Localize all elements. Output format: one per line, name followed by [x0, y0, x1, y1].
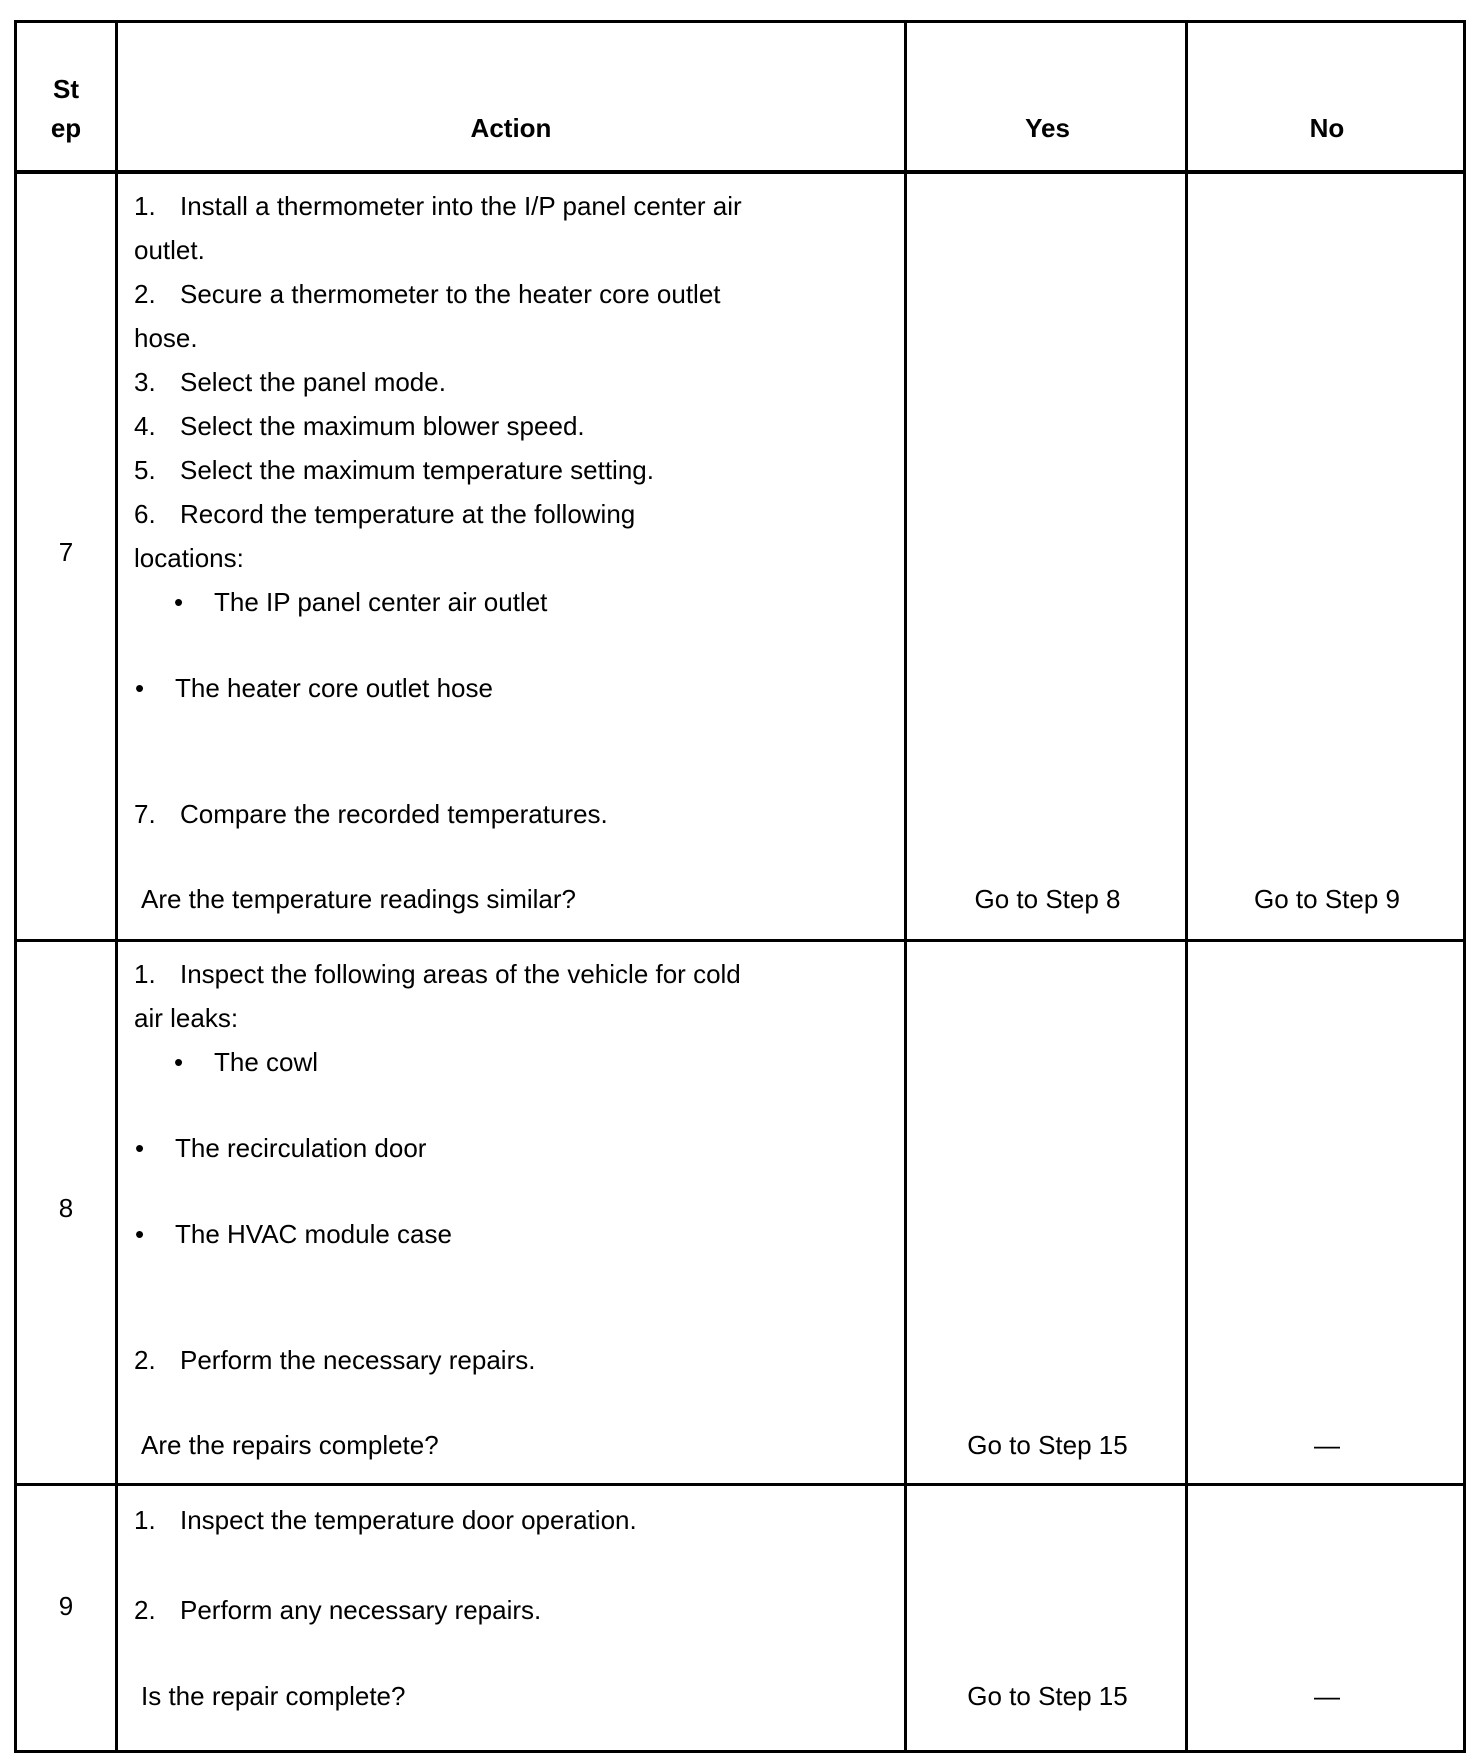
bullet-marker: • [174, 1047, 184, 1077]
bullet-line [135, 673, 493, 703]
step-marker: 3. [134, 367, 156, 397]
bullet-marker: • [174, 587, 184, 617]
step-marker: 2. [134, 1345, 156, 1375]
bullet-marker: • [135, 673, 145, 703]
action-text: Compare the recorded temperatures. [180, 799, 608, 829]
step-marker: 2. [134, 1595, 156, 1625]
step-number-9: 9 [58, 1591, 74, 1621]
action-text: Record the temperature at the following [180, 499, 636, 529]
action-line [134, 191, 742, 221]
bullet-line [174, 587, 547, 617]
yes-outcome: Go to Step 8 [974, 884, 1121, 914]
yes-outcome: Go to Step 15 [967, 1681, 1128, 1711]
bullet-marker: • [135, 1133, 145, 1163]
step-marker: 4. [134, 411, 156, 441]
header-action: Action [470, 113, 552, 143]
column-divider-step [115, 20, 118, 1753]
action-text: Select the maximum blower speed. [180, 411, 585, 441]
action-line [134, 799, 608, 829]
action-line [134, 1345, 535, 1375]
question: Are the repairs complete? [141, 1430, 439, 1460]
table-border-bottom [14, 1750, 1466, 1753]
action-text: Perform any necessary repairs. [180, 1595, 542, 1625]
diagnostic-table [14, 20, 1466, 1753]
yes-outcome: Go to Step 15 [967, 1430, 1128, 1460]
action-line [134, 959, 741, 989]
action-line [134, 1595, 541, 1625]
table-border-left [14, 20, 17, 1753]
action-line [134, 367, 446, 397]
no-outcome: — [1314, 1430, 1340, 1460]
step-marker: 5. [134, 455, 156, 485]
action-text: Inspect the following areas of the vehicle for cold [180, 959, 741, 989]
action-text: Secure a thermometer to the heater core outlet [180, 279, 721, 309]
action-text: The IP panel center air outlet [214, 587, 548, 617]
header-divider [14, 170, 1466, 174]
row-divider-7-8 [14, 939, 1466, 942]
question: Is the repair complete? [141, 1681, 406, 1711]
action-text: Inspect the temperature door operation. [180, 1505, 637, 1535]
action-text: Install a thermometer into the I/P panel center air [180, 191, 742, 221]
step-number-7: 7 [58, 537, 74, 567]
bullet-line [135, 1133, 426, 1163]
no-outcome: Go to Step 9 [1254, 884, 1400, 914]
step-marker: 1. [134, 191, 156, 221]
step-marker: 6. [134, 499, 156, 529]
no-outcome: — [1314, 1681, 1340, 1711]
action-text: Select the maximum temperature setting. [180, 455, 654, 485]
action-line [134, 411, 585, 441]
row-divider-8-9 [14, 1483, 1466, 1486]
table-border-top [14, 20, 1466, 23]
step-marker: 7. [134, 799, 156, 829]
header-yes: Yes [1025, 113, 1070, 143]
bullet-line [135, 1219, 452, 1249]
header-no: No [1309, 113, 1345, 143]
action-text: Select the panel mode. [180, 367, 446, 397]
action-text: locations: [134, 543, 244, 573]
bullet-line [174, 1047, 318, 1077]
action-text: The recirculation door [175, 1133, 427, 1163]
action-line [134, 543, 244, 573]
action-text: Perform the necessary repairs. [180, 1345, 536, 1375]
action-text: The HVAC module case [175, 1219, 452, 1249]
action-text: hose. [134, 323, 198, 353]
step-marker: 1. [134, 959, 156, 989]
action-text: The heater core outlet hose [175, 673, 493, 703]
bullet-marker: • [135, 1219, 145, 1249]
header-step-line2: ep [50, 113, 82, 143]
action-line [134, 499, 635, 529]
question: Are the temperature readings similar? [141, 884, 576, 914]
action-line [134, 1003, 238, 1033]
action-text: outlet. [134, 235, 205, 265]
step-marker: 1. [134, 1505, 156, 1535]
step-marker: 2. [134, 279, 156, 309]
action-line [134, 235, 205, 265]
step-number-8: 8 [58, 1193, 74, 1223]
action-line [134, 323, 198, 353]
action-line [134, 1505, 637, 1535]
action-line [134, 279, 721, 309]
header-step-line1: St [53, 74, 79, 104]
action-line [134, 455, 654, 485]
action-text: air leaks: [134, 1003, 239, 1033]
header-step [14, 74, 118, 143]
action-text: The cowl [214, 1047, 319, 1077]
